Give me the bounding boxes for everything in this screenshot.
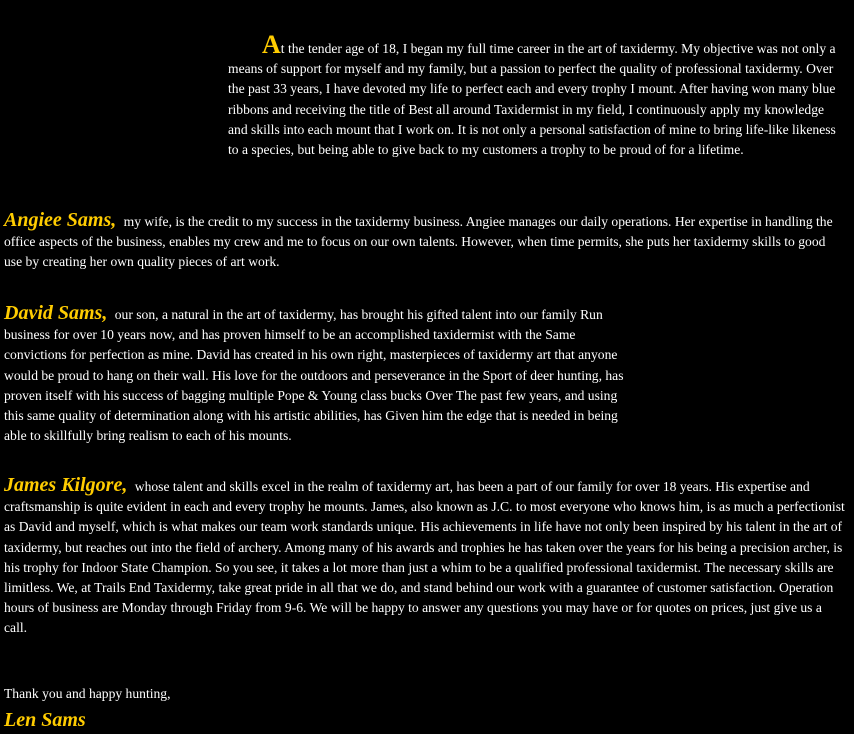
angiee-paragraph [4,210,846,273]
james-paragraph [4,475,846,639]
closing-thanks: Thank you and happy hunting, [4,686,171,701]
signature: Len Sams [4,709,86,731]
james-text: whose talent and skills excel in the realm of taxidermy art, has been a part of our family for over 18 years. His expertise and craftsmanship is quite evident in each and every trophy he mounts. James, also known as J.C. to most everyone who knows him, is as much a perfectionist as David and myself, which is what makes our team work standards unique. His achievements in life have not only been inspired by his talent in the art of taxidermy, but reaches out into the field of archery. Among many of his awards and trophies he has taken over the years for his being a precision archer, is his trophy for Indoor State Champion. So you see, it takes a lot more than just a whim to be a qualified professional taxidermist. The necessary skills are limitless. We, at Trails End Taxidermy, take great pride in all that we do, and stand behind our work with a guarantee of customer satisfaction. Operation hours of business are Monday through Friday from 9-6. We will be happy to answer any questions you may have or for quotes on prices, just give us a call. [4,479,845,636]
david-name: David Sams, [4,302,108,324]
angiee-name: Angiee Sams, [4,209,117,231]
david-text: our son, a natural in the art of taxidermy, has brought his gifted talent into our family Run business for over 10 years now, and has proven himself to be an accomplished taxidermist with the Same convictions for perfection as mine. David has created in his own right, masterpieces of taxidermy art that anyone would be proud to hang on their wall. His love for the outdoors and perseverance in the Sport of deer hunting, has proven itself with his success of bagging multiple Pope & Young class bucks Over The past few years, and using this same quality of determination along with his artistic abilities, has Given him the edge that is needed in being able to skillfully bring realism to each of his mounts. [4,307,624,444]
intro-paragraph [228,30,836,160]
angiee-text: my wife, is the credit to my success in the taxidermy business. Angiee manages our daily operations. Her expertise in handling the office aspects of the business, enables my crew and me to focus on our own talents. However, when time permits, she puts her taxidermy skills to good use by creating her own quality pieces of art work. [4,214,833,270]
drop-cap: A [262,30,281,59]
james-name: James Kilgore, [4,474,128,496]
intro-text: t the tender age of 18, I began my full time career in the art of taxidermy. My objective was not only a means of support for myself and my family, but a passion to perfect the quality of professional taxidermy. Over the past 33 years, I have devoted my life to perfect each and every trophy I mount. After having won many blue ribbons and receiving the title of Best all around Taxidermist in my field, I continuously apply my knowledge and skills into each mount that I work on. It is not only a personal satisfaction of mine to bring life-like likeness to a species, but being able to give back to my customers a trophy to be proud of for a lifetime. [228,41,836,158]
david-paragraph [4,303,632,446]
